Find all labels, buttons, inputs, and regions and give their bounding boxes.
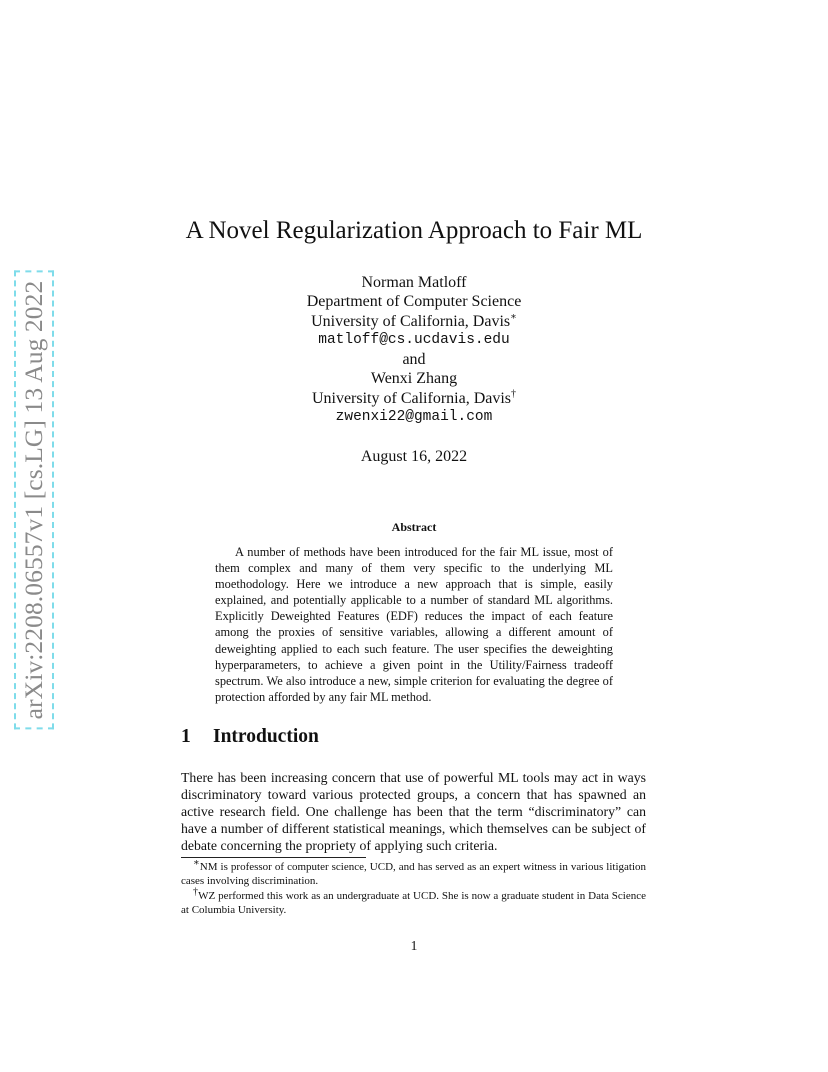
introduction-paragraph: There has been increasing concern that use of powerful ML tools may act in ways discriminatory toward various protected groups, a concern that has spawned an active research field. One challenge has been that the term “discriminatory” can have a number of different statistical meanings, which themselves can be subject of debate concerning the propriety of applying such criteria.: [181, 770, 646, 854]
page-number: 1: [410, 938, 418, 953]
author-name: Norman Matloff: [361, 274, 467, 291]
section-title: Introduction: [213, 726, 319, 747]
footnote-mark: ∗: [193, 857, 200, 869]
abstract-heading: Abstract: [391, 520, 437, 534]
and-separator: and: [402, 351, 426, 369]
abstract-body: A number of methods have been introduced for the fair ML issue, most of them complex and many of them very specific to the underlying ML moethodology. Here we introduce a new approach that is simple, easily explained, and potentially applicable to a number of standard ML algorithms. Explicitly Deweighted Features (EDF) reduces the impact of each feature among the proxies of sensitive variables, allowing a different amount of deweighting applied to each such feature. The user specifies the deweighting hyperparameters, to achieve a given point in the Utility/Fairness tradeoff spectrum. We also introduce a new, simple criterion for evaluating the degree of protection afforded by any fair ML method.: [215, 545, 613, 704]
author-email[interactable]: matloff@cs.ucdavis.edu: [318, 331, 510, 348]
arxiv-identifier-stamp: arXiv:2208.06557v1 [cs.LG] 13 Aug 2022: [14, 271, 54, 730]
author-affiliation: University of California, Davis∗: [311, 311, 517, 330]
author-name: Wenxi Zhang: [370, 370, 458, 388]
footnote-mark: †: [193, 886, 199, 898]
footnote-mark: †: [511, 388, 517, 400]
footnote-rule: [181, 857, 366, 858]
author-block: [0, 273, 828, 427]
section-number: 1: [181, 726, 191, 747]
author-affiliation: University of California, Davis†: [311, 388, 517, 407]
footnote-2: †WZ performed this work as an undergraduate at UCD. She is now a graduate student in Data Science at Columbia University.: [181, 886, 647, 916]
author-email[interactable]: zwenxi22@gmail.com: [335, 409, 493, 426]
footnote-1: ∗NM is professor of computer science, UCD, and has served as an expert witness in various litigation cases involving discrimination.: [181, 857, 646, 887]
footnotes: [181, 857, 647, 919]
paper-title: A Novel Regularization Approach to Fair ML: [185, 217, 643, 244]
section-heading: [181, 726, 319, 748]
author-department: Department of Computer Science: [306, 293, 522, 311]
footnote-mark: ∗: [510, 311, 517, 323]
paper-date: August 16, 2022: [360, 448, 468, 465]
